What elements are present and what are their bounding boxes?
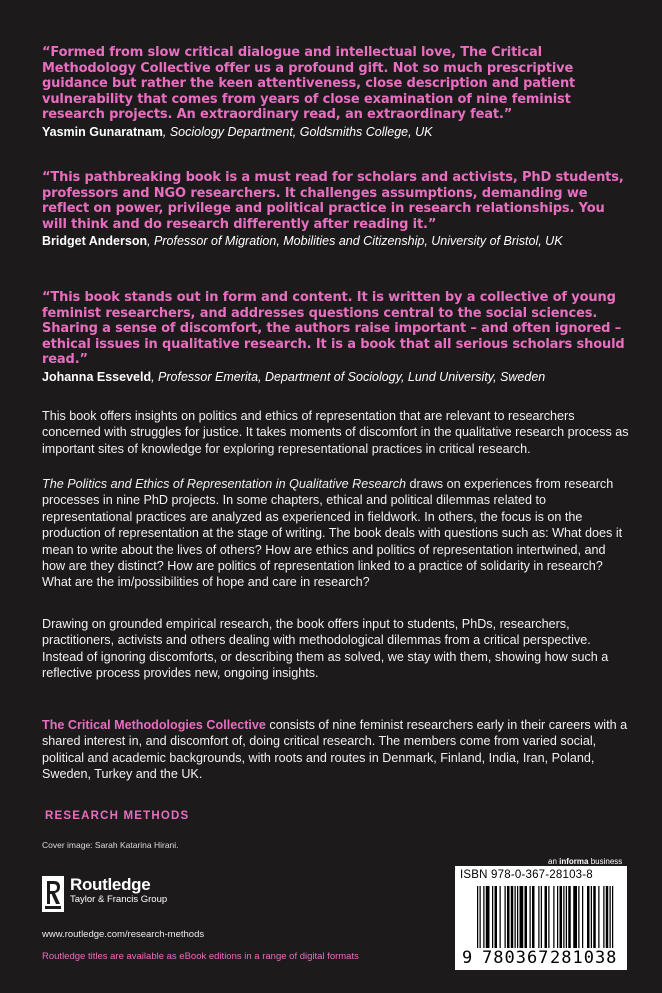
quote-affiliation: , Sociology Department, Goldsmiths College, UK bbox=[162, 124, 433, 139]
paragraph-text: consists of nine feminist researchers early in their careers with a shared interest in, and discomfort of, doing critical research. The members come from varied social, political and academic backgrounds, with roots and routes in Denmark, Finland, India, Iran, Poland, Sweden, Turkey and the UK. bbox=[42, 718, 628, 782]
publisher-logo bbox=[42, 876, 167, 912]
informa-suffix: business bbox=[588, 857, 623, 866]
endorsement-quote-2 bbox=[42, 170, 627, 249]
informa-business-tag bbox=[548, 857, 622, 866]
description-paragraph-1: This book offers insights on politics and ethics of representation that are relevant to researchers concerned with struggles for justice. It takes moments of discomfort in the qualitative research process as important sites of knowledge for exploring representational practices in critical research. bbox=[42, 409, 629, 456]
endorsement-quote-1 bbox=[42, 45, 627, 140]
quote-text: “Formed from slow critical dialogue and intellectual love, The Critical Methodology Collective offer us a profound gift. Not so much prescriptive guidance but rather the keen attentiveness, close description and patient vulnerability that comes from years of close examination of nine feminist research projects. An extraordinary read, an extraordinary feat.” bbox=[42, 45, 576, 122]
quote-author: Yasmin Gunaratnam bbox=[42, 124, 163, 139]
barcode-digits-left: 780367 bbox=[482, 948, 550, 968]
publisher-wordmark bbox=[70, 876, 167, 906]
description-paragraph-3: Drawing on grounded empirical research, the book offers input to students, PhDs, researchers, practitioners, activists and others dealing with methodological dilemmas from a critical perspective. Instead of ignoring discomforts, or describing them as solved, we stay with them, showing how such a reflective process provides new, ongoing insights. bbox=[42, 617, 609, 681]
subject-category: RESEARCH METHODS bbox=[45, 810, 190, 822]
publisher-name: Routledge bbox=[70, 875, 151, 894]
informa-brand: informa bbox=[559, 857, 589, 866]
ebook-note: Routledge titles are available as eBook editions in a range of digital formats bbox=[42, 951, 359, 962]
barcode-icon bbox=[477, 886, 617, 952]
quote-text: “This pathbreaking book is a must read for scholars and activists, PhD students, professors and NGO researchers. It challenges assumptions, demanding we reflect on power, privilege and political practice in research relationships. You will think and do research differently after reading it.” bbox=[42, 170, 624, 232]
endorsement-quote-3 bbox=[42, 290, 627, 385]
informa-prefix: an bbox=[548, 857, 560, 866]
quote-attribution bbox=[42, 124, 627, 140]
isbn-label: ISBN 978-0-367-28103-8 bbox=[460, 869, 593, 881]
about-authors-paragraph bbox=[42, 717, 632, 783]
quote-attribution bbox=[42, 369, 627, 385]
cover-credit: Cover image: Sarah Katarina Hirani. bbox=[42, 840, 179, 850]
collective-name: The Critical Methodologies Collective bbox=[42, 718, 266, 732]
book-title: The Politics and Ethics of Representation in Qualitative Research bbox=[42, 477, 407, 491]
routledge-logo-icon bbox=[42, 876, 64, 912]
isbn-barcode bbox=[455, 866, 627, 970]
publisher-group: Taylor & Francis Group bbox=[70, 894, 168, 905]
barcode-digits-right: 281038 bbox=[550, 948, 618, 968]
quote-author: Johanna Esseveld bbox=[42, 369, 152, 384]
quote-affiliation: , Professor of Migration, Mobilities and Citizenship, University of Bristol, UK bbox=[147, 234, 563, 248]
quote-attribution bbox=[42, 233, 627, 249]
quote-affiliation: , Professor Emerita, Department of Sociology, Lund University, Sweden bbox=[151, 369, 546, 384]
quote-text: “This book stands out in form and content. It is written by a collective of young feminist researchers, and addresses questions central to the social sciences. Sharing a sense of discomfort, the authors raise important – and often ignored – ethical issues in qualitative research. It is a book that all serious scholars should read.” bbox=[42, 290, 625, 367]
paragraph-text: draws on experiences from research processes in nine PhD projects. In some chapters, ethical and political dilemmas related to representational practices are analyzed as experienced in fieldwork. In others, the focus is on the production of representation at the stage of writing. The book deals with questions such as: What does it mean to write about the lives of others? How are ethics and politics of representation intertwined, and how are they distinct? How are politics of representation linked to a practice of solidarity in research? What are the im/possibilities of hope and care in research? bbox=[42, 477, 623, 590]
quote-author: Bridget Anderson bbox=[42, 234, 148, 248]
barcode-digit-first: 9 bbox=[462, 948, 473, 968]
publisher-url: www.routledge.com/research-methods bbox=[42, 929, 205, 940]
description-paragraph-2 bbox=[42, 476, 632, 591]
